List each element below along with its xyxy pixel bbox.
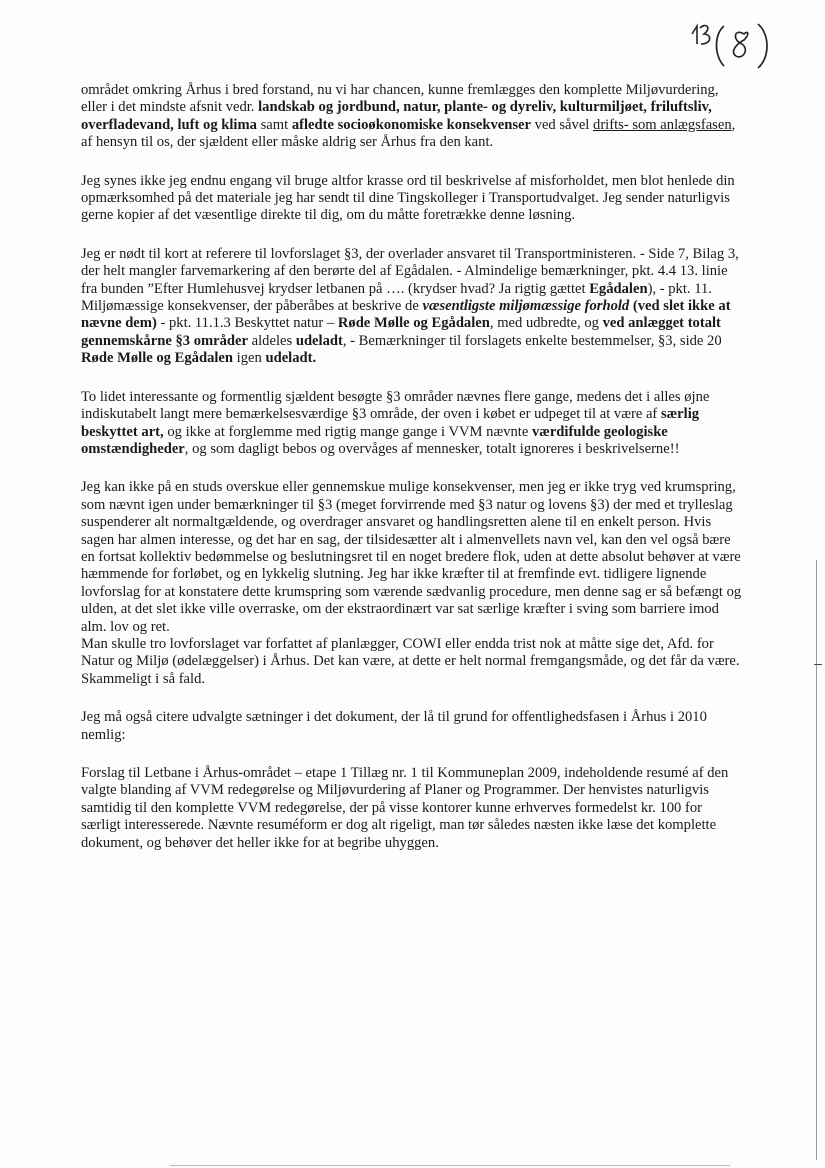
paragraph-6: Jeg må også citere udvalgte sætninger i det dokument, der lå til grund for offentlighedsfasen i Århus i 2010 nemlig:: [81, 709, 707, 743]
handwritten-page-number: [688, 12, 778, 72]
scan-bottom-line: [170, 1165, 730, 1166]
scan-edge-tick: [814, 664, 822, 665]
scan-edge-line: [816, 560, 817, 1160]
paragraph-1: området omkring Århus i bred forstand, nu vi har chancen, kunne fremlægges den komplette Miljøvurdering, eller i det mindste afsnit vedr. landskab og jordbund, natur, plante- og dyreliv, kulturmiljøet, friluftsliv, overfladevand, luft og klima samt afledte socioøkonomiske konsekvenser ved såvel drifts- som anlægsfasen, af hensyn til os, der sjældent eller måske aldrig ser Århus fra den kant.: [81, 82, 736, 151]
letter-body: [81, 82, 743, 873]
paragraph-4: To lidet interessante og formentlig sjældent besøgte §3 områder nævnes flere gange, medens det i alles øjne indiskutabelt langt mere bemærkelsesværdige §3 område, der oven i købet er udpeget til at være af særlig beskyttet art, og ikke at forglemme med rigtig mange gange i VVM nævnte værdifulde geologiske omstændigheder, og som dagligt bebos og overvåges af mennesker, totalt ignoreres i beskrivelserne!!: [81, 388, 710, 457]
paragraph-2: Jeg synes ikke jeg endnu engang vil bruge altfor krasse ord til beskrivelse af misforholdet, men blot henlede din opmærksomhed på det materiale jeg har sendt til dine Tingskolleger i Transportudvalget. Jeg sender naturligvis gerne kopier af det væsentlige direkte til dig, om du måtte foretrække denne løsning.: [81, 172, 735, 224]
paragraph-5-continued: Man skulle tro lovforslaget var forfattet af planlægger, COWI eller endda trist nok at måtte sige det, Afd. for Natur og Miljø (ødelæggelser) i Århus. Det kan være, at dette er helt normal fremgangsmåde, og det får da være. Skammeligt i så fald.: [81, 635, 740, 687]
paragraph-7: Forslag til Letbane i Århus-området – etape 1 Tillæg nr. 1 til Kommuneplan 2009, indeholdende resumé af den valgte blanding af VVM redegørelse og Miljøvurdering af Planer og Programmer. Der henvistes naturligvis samtidig til den komplette VVM redegørelse, der på visse kontorer kunne erhverves formedelst kr. 100 for særligt interesserede. Nævnte resuméform er dog alt rigeligt, man tør således næsten ikke læse det komplette dokument, og behøver det heller ikke for at begribe uhyggen.: [81, 765, 729, 851]
paragraph-5: Jeg kan ikke på en studs overskue eller gennemskue mulige konsekvenser, men jeg er ikke tryg ved krumspring, som nævnt igen under bemærkninger til §3 (meget forvirrende med §3 natur og lovens §3) der med et trylleslag suspenderer alt normaltgældende, og overdrager ansvaret og handlingsretten alene til en enkelt person. Hvis sagen har almen interesse, og det har en sag, der tilsidesætter alt i almenvellets navn vel, kan den vel også bære en fortsat kollektiv bedømmelse og beslutningsret til en noget bredere flok, uden at dette absolut behøver at være hæmmende for forløbet, og en lykkelig slutning. Jeg har ikke kræfter til at fremfinde evt. tidligere lignende lovforslag for at konstatere dette krumspring som værende sædvanlig procedure, men denne sag er så befængt og ulden, at det slet ikke ville overraske, om der ekstraordinært var sat særlige kræfter i sving som barriere imod alm. lov og ret.: [81, 479, 742, 635]
paragraph-3: Jeg er nødt til kort at referere til lovforslaget §3, der overlader ansvaret til Transportministeren. - Side 7, Bilag 3, der helt mangler farvemarkering af den berørte del af Egådalen. - Almindelige bemærkninger, pkt. 4.4 13. linie fra bunden ”Efter Humlehusvej krydser letbanen på …. (krydser hvad? Ja rigtig gættet Egådalen), - pkt. 11. Miljømæssige konsekvenser, der påberåbes at beskrive de væsentligste miljømæssige forhold (ved slet ikke at nævne dem) - pkt. 11.1.3 Beskyttet natur – Røde Mølle og Egådalen, med udbredte, og ved anlægget totalt gennemskårne §3 områder aldeles udeladt, - Bemærkninger til forslagets enkelte bestemmelser, §3, side 20 Røde Mølle og Egådalen igen udeladt.: [81, 245, 739, 367]
